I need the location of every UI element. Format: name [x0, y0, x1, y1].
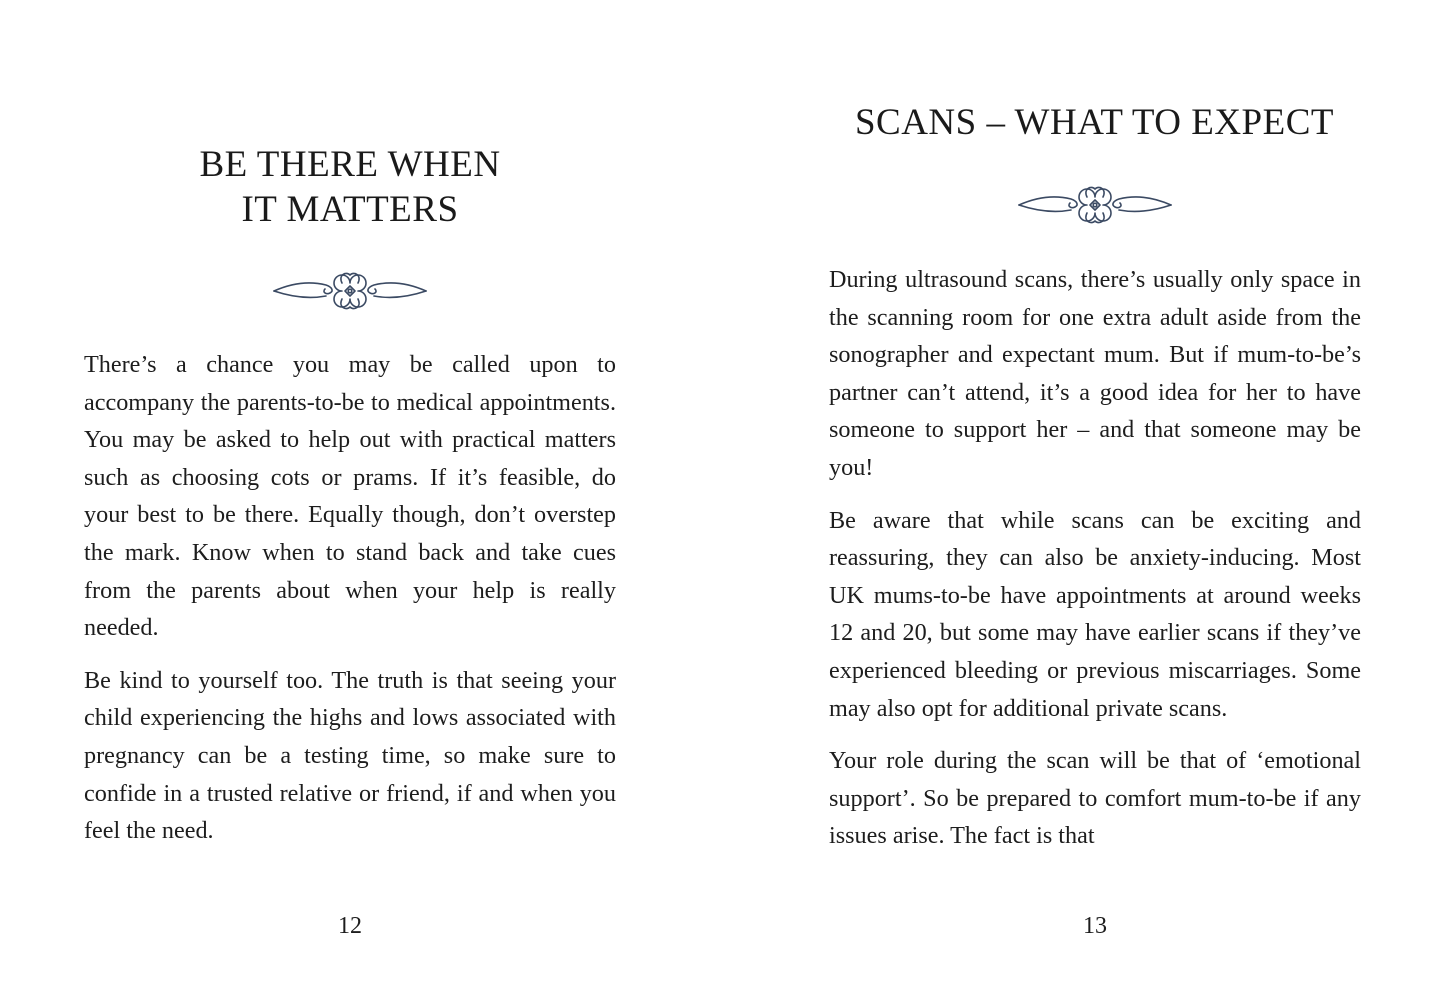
left-body [84, 346, 616, 865]
paragraph: Be kind to yourself too. The truth is that seeing your child experiencing the highs and lows associated with pregnancy can be a testing time, so make sure to confide in a trusted relative or friend, if and when you feel the need. [84, 666, 616, 845]
paragraph: During ultrasound scans, there’s usually only space in the scanning room for one extra adult aside from the sonographer and expectant mum. But if mum-to-be’s partner can’t attend, it’s a good idea for her to have someone to support her – and that someone may be you! [829, 266, 1361, 481]
page-title [84, 142, 616, 232]
paragraph: Be aware that while scans can be exciting and reassuring, they can also be anxiety-inducing. Most UK mums-to-be have appointments at around weeks 12 and 20, but some may have earlier scans if they’ve experienced bleeding or previous miscarriages. Some may also opt for additional private scans. [829, 506, 1361, 722]
title-line-2: IT MATTERS [241, 189, 459, 230]
paragraph: There’s a chance you may be called upon to accompany the parents-to-be to medical appointments. You may be asked to help out with practical matters such as choosing cots or prams. If it’s feasible, do your best to be there. Equally though, don’t overstep the mark. Know when to stand back and take cues from the parents about when your help is really needed. [84, 351, 616, 642]
floral-divider-icon [272, 269, 428, 313]
page-number: 12 [338, 913, 362, 939]
page-title: SCANS – WHAT TO EXPECT [854, 102, 1335, 143]
floral-divider-icon [1017, 183, 1173, 227]
paragraph: Your role during the scan will be that of ‘emotional support’. So be prepared to comfort mum-to-be if any issues arise. The fact is that [829, 747, 1361, 850]
right-page [722, 0, 1445, 988]
left-page [0, 0, 722, 988]
right-body [829, 261, 1361, 870]
title-line-1: BE THERE WHEN [199, 144, 501, 185]
page-number: 13 [1083, 913, 1107, 939]
